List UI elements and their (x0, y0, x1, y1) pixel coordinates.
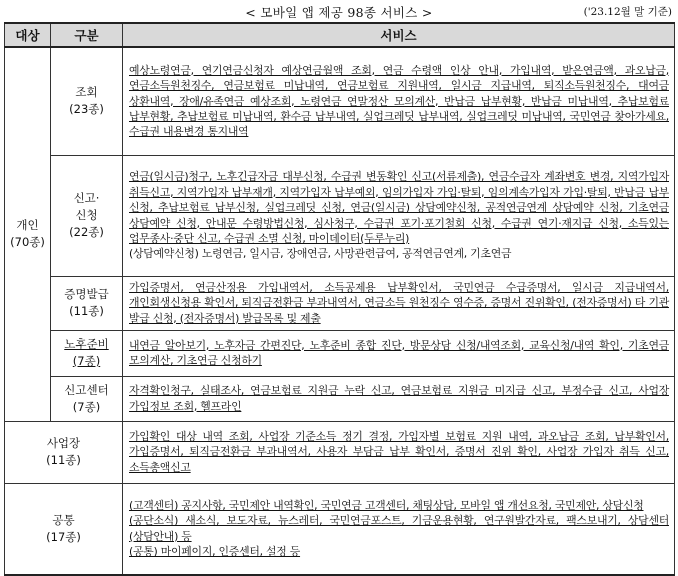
services-business (123, 421, 675, 483)
group-personal-label: 개인 (70종) (10, 218, 45, 250)
services-retirement-prep (123, 330, 675, 376)
group-business (5, 421, 123, 483)
category-report-center (51, 376, 123, 421)
category-retirement-prep (51, 330, 123, 376)
table-row (5, 47, 675, 155)
group-common-label: 공통 (17종) (46, 512, 81, 544)
category-label: 증명발급 (11종) (64, 287, 109, 318)
caption-date-note: ('23.12월 말 기준) (583, 6, 672, 18)
services-certificates (123, 276, 675, 330)
category-label: 노후준비 (7종) (64, 337, 109, 368)
category-certificates (51, 276, 123, 330)
table-caption (0, 0, 678, 22)
services-report-center (123, 376, 675, 421)
category-label: 신고센터 (7종) (64, 382, 109, 414)
service-text: 가입증명서, 연금산정용 가입내역서, 소득공제용 납부확인서, 국민연금 수급증명서, 일시금 지급내역서, 개인회생신청용 확인서, 퇴직금전환금 부과내역서, 연금소득 원천징수 영수증, 증명서 진위확인, (전자증명서) 타 기관 발급 신청, (전자증명서) 발급목록 및 제출 (129, 280, 669, 325)
services-report-apply (123, 155, 675, 276)
header-services: 서비스 (123, 23, 675, 47)
service-text: (상담예약신청) 노령연금, 일시금, 장애연금, 사망관련급여, 공적연금연계, 기초연금 (129, 247, 512, 261)
service-text: (고객센터) 공지사항, 국민제안 내역확인, 국민연금 고객센터, 채팅상담, 모바일 앱 개선요청, 국민제안, 상담신청 (129, 498, 644, 512)
service-text: (공통) 마이페이지, 인증센터, 설정 등 (129, 545, 301, 559)
table-row (5, 483, 675, 575)
services-inquiry (123, 47, 675, 155)
table-row (5, 421, 675, 483)
service-text: 내연금 알아보기, 노후자금 간편진단, 노후준비 종합 진단, 방문상담 신청/내역조회, 교육신청/내역 확인, 기초연금 모의계산, 기초연금 신청하기 (129, 338, 669, 367)
service-text: (공단소식) 새소식, 보도자료, 뉴스레터, 국민연금포스트, 기금운용현황, 연구원발간자료, 팩스보내기, 상담센터(상담안내) 등 (129, 514, 669, 543)
category-label: 조회 (23종) (69, 85, 104, 117)
service-text: 가입확인 대상 내역 조회, 사업장 기준소득 정기 결정, 가입자별 보험료 지원 내역, 과오납금 조회, 납부확인서, 가입증명서, 퇴직금전환금 부과내역서, 사용자 부담금 납부 확인서, 증명서 진위 확인, 사업장 가입자 취득 신고, 소득총액신고 (129, 429, 669, 474)
category-inquiry (51, 47, 123, 155)
category-report-apply (51, 155, 123, 276)
services-common (123, 483, 675, 575)
service-text: 연금(일시금)청구, 노후긴급자금 대부신청, 수급권 변동확인 신고(서류제출), 연금수급자 계좌변호 변경, 지역가입자 취득신고, 지역가입자 납부재개, 지역가입자 납부예외, 임의가입자 가입·탈퇴, 임의계속가입자 가입·탈퇴, 반납금 납부 신청, 추납보험료 납부신청, 실업크레딧 신청, 연금(일시금) 상담예약신청, 공적연금연계 상담예약 신청, 기초연금 상담예약 신청, 안내문 수령방법신청, 심사청구, 수급권 포기·포기철회 신청, 수급권 연기·재지급 신청, 소득있는 업무종사·중단 신고, 수급권 소멸 신청, 마이데이터(두루누리) (129, 170, 669, 245)
table-row (5, 376, 675, 421)
header-row (5, 23, 675, 47)
service-text: 자격확인청구, 실태조사, 연금보험료 지원금 누락 신고, 연금보험료 지원금 미지급 신고, 부정수급 신고, 사업장 가입정보 조회, 헬프라인 (129, 384, 669, 413)
table-row (5, 330, 675, 376)
table-row (5, 155, 675, 276)
table-row (5, 276, 675, 330)
category-label: 신고· 신청 (22종) (69, 191, 104, 239)
group-personal (5, 47, 51, 421)
header-target: 대상 (5, 23, 51, 47)
group-business-label: 사업장 (11종) (46, 436, 81, 467)
service-text: 예상노령연금, 연기연금신청자 예상연금월액 조회, 연금 수령액 인상 안내, 가입내역, 받은연금액, 과오납금, 연금소득원천징수, 연금보험료 미납내역, 연금보험료 지원내역, 일시금 지급내역, 퇴직소득원천징수, 대여금 상환내역, 장애/유족연금 예상조회, 노령연금 연말정산 모의계산, 반납금 납부현황, 반납금 미납내역, 추납보험료 납부현황, 추납보험료 미납내역, 환수금 납부내역, 실업크레딧 납부내역, 실업크레딧 미납내역, 국민연금 찾아가세요, 수급권 내용변경 통지내역 (129, 63, 669, 139)
header-category: 구분 (51, 23, 123, 47)
group-common (5, 483, 123, 575)
mobile-app-services-table (4, 22, 675, 576)
caption-title: < 모바일 앱 제공 98종 서비스 > (245, 5, 433, 20)
